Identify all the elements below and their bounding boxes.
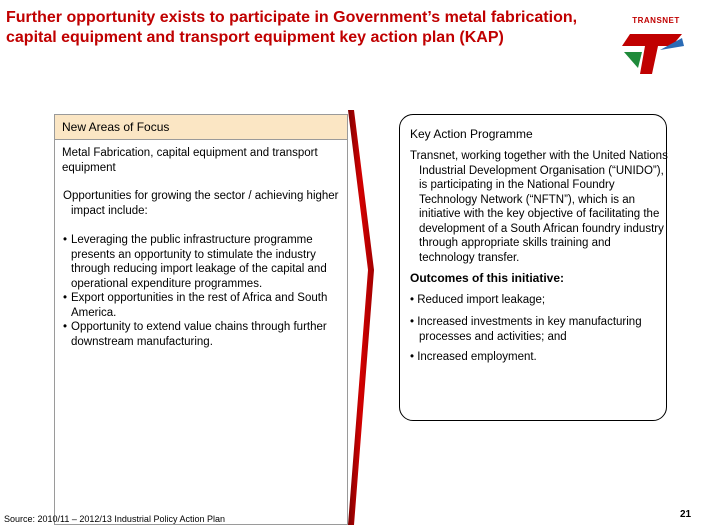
key-action-title: Key Action Programme [410,127,533,141]
list-item: • Leveraging the public infrastructure programme presents an opportunity to stimulate the industry through reducing import leakage of the capital and operational expenditure programmes. [63,233,343,291]
opportunities-list [63,233,343,349]
logo-wordmark: TRANSNET [632,16,680,25]
list-item: • Increased employment. [410,351,537,363]
list-item: • Opportunity to extend value chains through further downstream manufacturing. [63,320,343,349]
sector-heading: Metal Fabrication, capital equipment and transport equipment [62,147,318,174]
outcomes-title: Outcomes of this initiative: [410,271,565,285]
key-action-description: Transnet, working together with the United Nations Industrial Development Organisation (“UNIDO”), is participating in the National Foundry Technology Network (“NFTN”), which is an initiative with the key objective of facilitating the development of a South African foundry industry through appropriate skills training and technology transfer. [410,150,668,264]
page-title: Further opportunity exists to participate in Government’s metal fabrication, capital equipment and transport equipment key action plan (KAP) [6,9,578,46]
key-action-panel [399,114,667,421]
list-item: • Reduced import leakage; [410,294,546,306]
chevron-arrow-icon [346,110,376,525]
list-item: • Increased investments in key manufacturing processes and activities; and [410,316,642,343]
page-number: 21 [680,509,692,520]
list-item: • Export opportunities in the rest of Africa and South America. [63,291,343,320]
opportunities-intro: Opportunities for growing the sector / achieving higher impact include: [63,190,339,217]
source-note: Source: 2010/11 – 2012/13 Industrial Policy Action Plan [4,514,225,524]
new-areas-header: New Areas of Focus [54,114,348,140]
new-areas-panel [54,140,348,525]
